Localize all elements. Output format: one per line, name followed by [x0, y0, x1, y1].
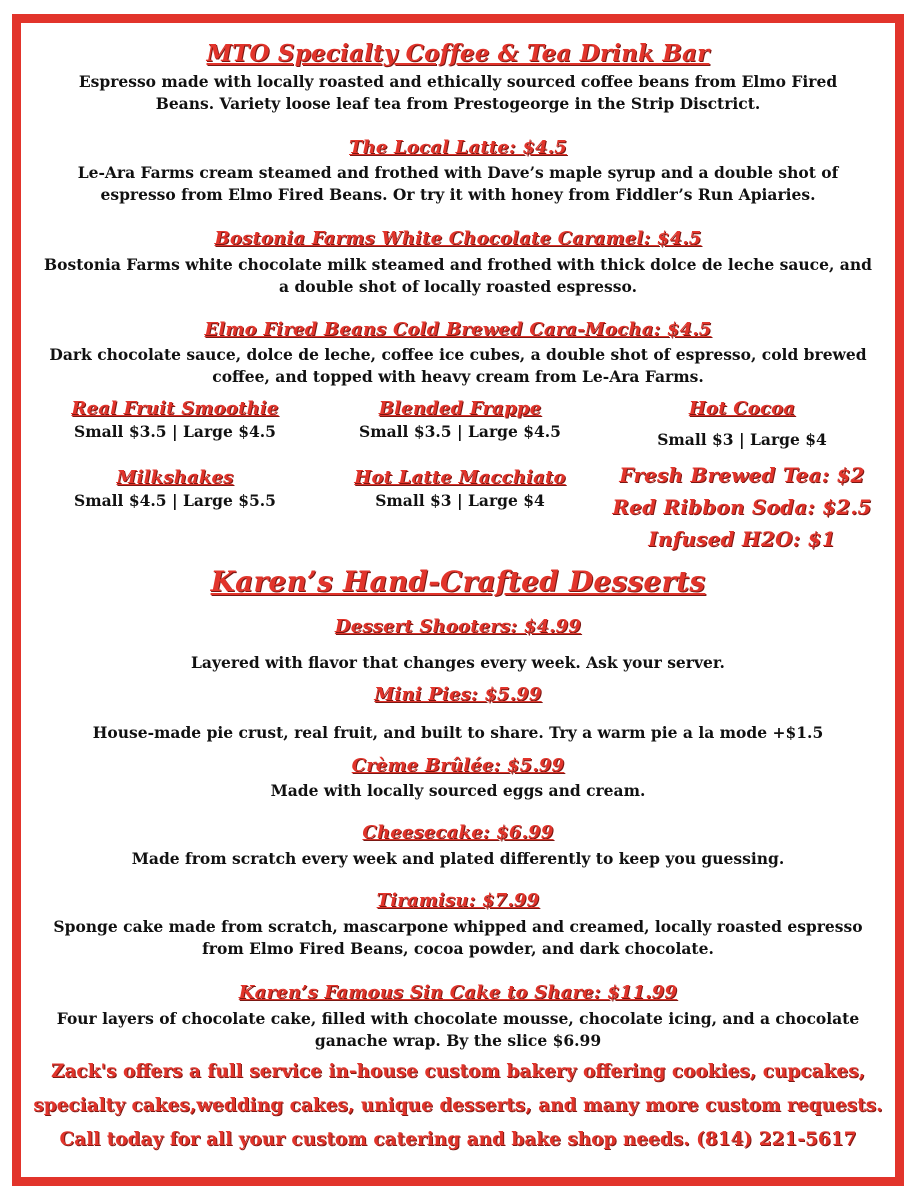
dessert-title-sin-cake: Karen’s Famous Sin Cake to Share: $11.99 [238, 982, 678, 1003]
dessert-desc-creme-brulee: Made with locally sourced eggs and cream. [270, 781, 646, 800]
bakery-promo-line-1: Zack's offers a full service in-house custom bakery offering cookies, cupcakes, [50, 1061, 866, 1082]
smoothie-price: Small $3.5 | Large $4.5 [74, 422, 276, 441]
dessert-title-shooters: Dessert Shooters: $4.99 [334, 616, 582, 637]
item-title-cara-mocha: Elmo Fired Beans Cold Brewed Cara-Mocha: $4.5 [204, 319, 712, 340]
dessert-desc-tiramisu: Sponge cake made from scratch, mascarpone whipped and creamed, locally roasted espresso from Elmo Fired Beans, cocoa powder, and dark chocolate. [53, 917, 863, 958]
item-desc-local-latte: Le-Ara Farms cream steamed and frothed with Dave’s maple syrup and a double shot of espresso from Elmo Fired Beans. Or try it with honey from Fiddler’s Run Apiaries. [77, 163, 839, 204]
red-ribbon-soda: Red Ribbon Soda: $2.5 [612, 495, 872, 519]
dessert-desc-mini-pies: House-made pie crust, real fruit, and built to share. Try a warm pie a la mode +$1.5 [92, 723, 824, 742]
item-desc-cara-mocha: Dark chocolate sauce, dolce de leche, coffee ice cubes, a double shot of espresso, cold brewed coffee, and topped with heavy cream from Le-Ara Farms. [49, 345, 867, 386]
frappe-name: Blended Frappe [378, 398, 542, 419]
bakery-promo [24, 1055, 892, 1157]
drinks-intro: Espresso made with locally roasted and ethically sourced coffee beans from Elmo Fired Beans. Variety loose leaf tea from Prestogeorge in the Strip Disctrict. [78, 72, 838, 113]
frappe-price: Small $3.5 | Large $4.5 [359, 422, 561, 441]
drinks-title: MTO Specialty Coffee & Tea Drink Bar [206, 40, 710, 67]
dessert-title-creme-brulee: Crème Brûlée: $5.99 [351, 755, 565, 776]
dessert-title-mini-pies: Mini Pies: $5.99 [374, 684, 542, 705]
macchiato-price: Small $3 | Large $4 [375, 491, 545, 510]
item-title-white-chocolate-caramel: Bostonia Farms White Chocolate Caramel: $4.5 [214, 228, 702, 249]
grid-item-smoothie [45, 398, 305, 443]
dessert-title-cheesecake: Cheesecake: $6.99 [362, 822, 554, 843]
milkshakes-name: Milkshakes [116, 467, 234, 488]
dessert-title-tiramisu: Tiramisu: $7.99 [376, 890, 540, 911]
grid-item-frappe [330, 398, 590, 443]
dessert-desc-sin-cake: Four layers of chocolate cake, filled with chocolate mousse, chocolate icing, and a chocolate ganache wrap. By the slice $6.99 [56, 1009, 860, 1050]
macchiato-name: Hot Latte Macchiato [354, 467, 566, 488]
desserts-title: Karen’s Hand-Crafted Desserts [210, 565, 706, 598]
dessert-desc-cheesecake: Made from scratch every week and plated differently to keep you guessing. [131, 849, 785, 868]
item-title-local-latte: The Local Latte: $4.5 [349, 137, 567, 158]
fresh-brewed-tea: Fresh Brewed Tea: $2 [619, 463, 865, 487]
dessert-desc-shooters: Layered with flavor that changes every week. Ask your server. [191, 653, 725, 672]
grid-item-cocoa [612, 398, 872, 451]
cocoa-name: Hot Cocoa [688, 398, 796, 419]
grid-item-milkshakes [45, 467, 305, 512]
item-desc-white-chocolate-caramel: Bostonia Farms white chocolate milk steamed and frothed with thick dolce de leche sauce, and a double shot of locally roasted espresso. [44, 255, 872, 296]
infused-h2o: Infused H2O: $1 [648, 527, 836, 551]
grid-item-macchiato [330, 467, 590, 512]
bakery-promo-line-3: Call today for all your custom catering and bake shop needs. (814) 221-5617 [59, 1129, 857, 1150]
milkshakes-price: Small $4.5 | Large $5.5 [74, 491, 276, 510]
smoothie-name: Real Fruit Smoothie [71, 398, 279, 419]
cocoa-price: Small $3 | Large $4 [657, 430, 827, 449]
bakery-promo-line-2: specialty cakes,wedding cakes, unique desserts, and many more custom requests. [33, 1095, 883, 1116]
